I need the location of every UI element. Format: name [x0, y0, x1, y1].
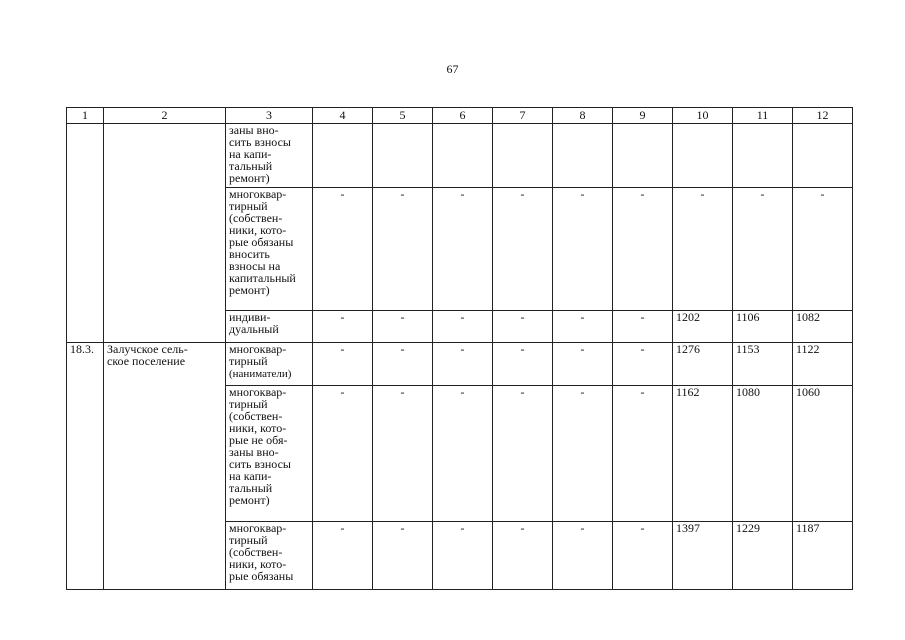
value-cell: - [493, 522, 553, 590]
header-cell: 8 [553, 108, 613, 124]
value-cell: - [613, 343, 673, 386]
value-cell [493, 124, 553, 188]
value-cell: - [553, 386, 613, 522]
header-cell: 12 [793, 108, 853, 124]
value-cell: - [673, 188, 733, 311]
value-cell: - [313, 522, 373, 590]
header-cell: 5 [373, 108, 433, 124]
value-cell: - [493, 311, 553, 343]
value-cell: 1106 [733, 311, 793, 343]
value-cell: - [373, 311, 433, 343]
table-row [67, 343, 853, 386]
header-cell: 2 [104, 108, 226, 124]
value-cell: - [793, 188, 853, 311]
value-cell: 1122 [793, 343, 853, 386]
tariff-table [66, 107, 853, 590]
value-cell: - [493, 188, 553, 311]
page-number: 67 [446, 62, 459, 76]
header-cell: 4 [313, 108, 373, 124]
value-cell [673, 124, 733, 188]
value-cell: 1153 [733, 343, 793, 386]
value-cell: - [613, 522, 673, 590]
value-cell: 1276 [673, 343, 733, 386]
housing-type-cell: многоквар- тирный (наниматели) [226, 343, 313, 386]
header-cell: 6 [433, 108, 493, 124]
value-cell: - [373, 386, 433, 522]
housing-type-cell: многоквар- тирный (собствен- ники, кото- рые обязаны вносить взносы на капитальный ремонт) [226, 188, 313, 311]
value-cell: - [313, 188, 373, 311]
value-cell: 1397 [673, 522, 733, 590]
value-cell: - [373, 188, 433, 311]
value-cell: - [433, 311, 493, 343]
header-cell: 1 [67, 108, 104, 124]
value-cell: - [493, 343, 553, 386]
value-cell: - [553, 343, 613, 386]
housing-type-cell: заны вно- сить взносы на капи- тальный ремонт) [226, 124, 313, 188]
value-cell: 1060 [793, 386, 853, 522]
header-row [67, 108, 853, 124]
housing-type-cell: многоквар- тирный (собствен- ники, кото- рые обязаны [226, 522, 313, 590]
value-cell: - [553, 188, 613, 311]
value-cell: 1080 [733, 386, 793, 522]
value-cell: - [313, 343, 373, 386]
value-cell: - [373, 343, 433, 386]
value-cell [433, 124, 493, 188]
value-cell: - [613, 311, 673, 343]
value-cell: - [733, 188, 793, 311]
value-cell [373, 124, 433, 188]
index-cell: 18.3. [67, 343, 104, 590]
value-cell: - [313, 311, 373, 343]
value-cell: - [553, 311, 613, 343]
value-cell [613, 124, 673, 188]
value-cell: 1162 [673, 386, 733, 522]
settlement-cell [104, 124, 226, 343]
header-cell: 7 [493, 108, 553, 124]
value-cell: - [553, 522, 613, 590]
housing-type-cell: многоквар- тирный (собствен- ники, кото- рые не обя- заны вно- сить взносы на капи- тальный ремонт) [226, 386, 313, 522]
value-cell: 1229 [733, 522, 793, 590]
value-cell: - [613, 188, 673, 311]
housing-type-note: (наниматели) [229, 368, 292, 380]
value-cell: - [433, 188, 493, 311]
value-cell: - [433, 386, 493, 522]
value-cell: 1202 [673, 311, 733, 343]
header-cell: 9 [613, 108, 673, 124]
header-cell: 3 [226, 108, 313, 124]
table-row [67, 124, 853, 188]
index-cell [67, 124, 104, 343]
housing-type-cell: индиви- дуальный [226, 311, 313, 343]
value-cell [733, 124, 793, 188]
value-cell [553, 124, 613, 188]
value-cell: 1187 [793, 522, 853, 590]
value-cell: - [313, 386, 373, 522]
settlement-cell: Залучское сель- ское поселение [104, 343, 226, 590]
value-cell: - [613, 386, 673, 522]
value-cell: - [373, 522, 433, 590]
value-cell: - [433, 343, 493, 386]
header-cell: 11 [733, 108, 793, 124]
value-cell: - [493, 386, 553, 522]
header-cell: 10 [673, 108, 733, 124]
value-cell: 1082 [793, 311, 853, 343]
value-cell [313, 124, 373, 188]
value-cell: - [433, 522, 493, 590]
value-cell [793, 124, 853, 188]
